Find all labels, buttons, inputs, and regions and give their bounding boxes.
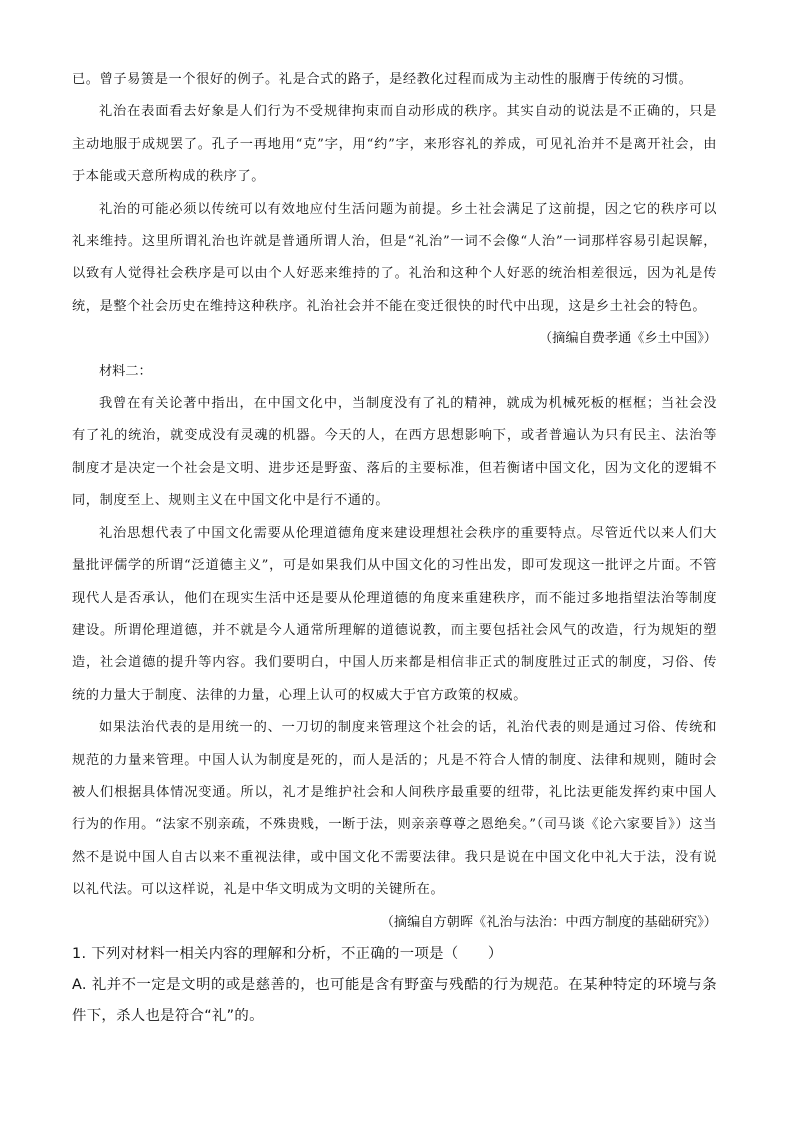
question-1-stem: 1. 下列对材料一相关内容的理解和分析，不正确的一项是（ ） xyxy=(72,945,503,962)
material2-heading: 材料二： xyxy=(99,363,152,379)
material2-paragraph-2: 礼治思想代表了中国文化需要从伦理道德角度来建设理想社会秩序的重要特点。尽管近代以来人们大量批评儒学的所谓“泛道德主义”，可是如果我们从中国文化的习性出发，即可发现这一批评之片面。不管现代人是否承认，他们在现实生活中还是要从伦理道德的角度来重建秩序，而不能过多地指望法治等制度建设。所谓伦理道德，并不就是今人通常所理解的道德说教，而主要包括社会风气的改造，行为规矩的塑造，社会道德的提升等内容。我们要明白，中国人历来都是相信非正式的制度胜过正式的制度，习俗、传统的力量大于制度、法律的力量，心理上认可的权威大于官方政策的权威。 xyxy=(72,525,717,703)
material1-source: （摘编自费孝通《乡土中国》） xyxy=(538,331,717,347)
material1-paragraph-2: 礼治在表面看去好象是人们行为不受规律拘束而自动形成的秩序。其实自动的说法是不正确的，只是主动地服于成规罢了。孔子一再地用“克”字，用“约”字，来形容礼的养成，可见礼治并不是离开社会，由于本能或天意所构成的秩序了。 xyxy=(72,104,717,185)
material2-source: （摘编自方朝晖《礼治与法治：中西方制度的基础研究》） xyxy=(380,914,717,930)
material1-paragraph-1: 已。曾子易箦是一个很好的例子。礼是合式的路子，是经教化过程而成为主动性的服膺于传统的习惯。 xyxy=(72,72,693,87)
material1-paragraph-3: 礼治的可能必须以传统可以有效地应付生活问题为前提。乡土社会满足了这前提，因之它的秩序可以礼来维持。这里所谓礼治也许就是普通所谓人治，但是“礼治”一词不会像“人治”一词那样容易引起误解，以致有人觉得社会秩序是可以由个人好恶来维持的了。礼治和这种个人好恶的统治相差很远，因为礼是传统，是整个社会历史在维持这种秩序。礼治社会并不能在变迁很快的时代中出现，这是乡土社会的特色。 xyxy=(72,201,717,314)
material2-paragraph-3: 如果法治代表的是用统一的、一刀切的制度来管理这个社会的话，礼治代表的则是通过习俗、传统和规范的力量来管理。中国人认为制度是死的，而人是活的；凡是不符合人情的制度、法律和规则，随时会被人们根据具体情况变通。所以，礼才是维护社会和人间秩序最重要的纽带，礼比法更能发挥约束中国人行为的作用。“法家不别亲疏，不殊贵贱，一断于法，则亲亲尊尊之恩绝矣。”（司马谈《论六家要旨》）这当然不是说中国人自古以来不重视法律，或中国文化不需要法律。我只是说在中国文化中礼大于法，没有说以礼代法。可以这样说，礼是中华文明成为文明的关键所在。 xyxy=(72,720,717,898)
document-page xyxy=(72,64,717,1032)
material2-paragraph-1: 我曾在有关论著中指出，在中国文化中，当制度没有了礼的精神，就成为机械死板的框框；当社会没有了礼的统治，就变成没有灵魂的机器。今天的人，在西方思想影响下，或者普遍认为只有民主、法治等制度才是决定一个社会是文明、进步还是野蛮、落后的主要标准，但若衡诸中国文化，因为文化的逻辑不同，制度至上、规则主义在中国文化中是行不通的。 xyxy=(72,396,717,509)
question-1-option-a: A. 礼并不一定是文明的或是慈善的，也可能是含有野蛮与残酷的行为规范。在某种特定的环境与条件下，杀人也是符合“礼”的。 xyxy=(72,976,717,1024)
